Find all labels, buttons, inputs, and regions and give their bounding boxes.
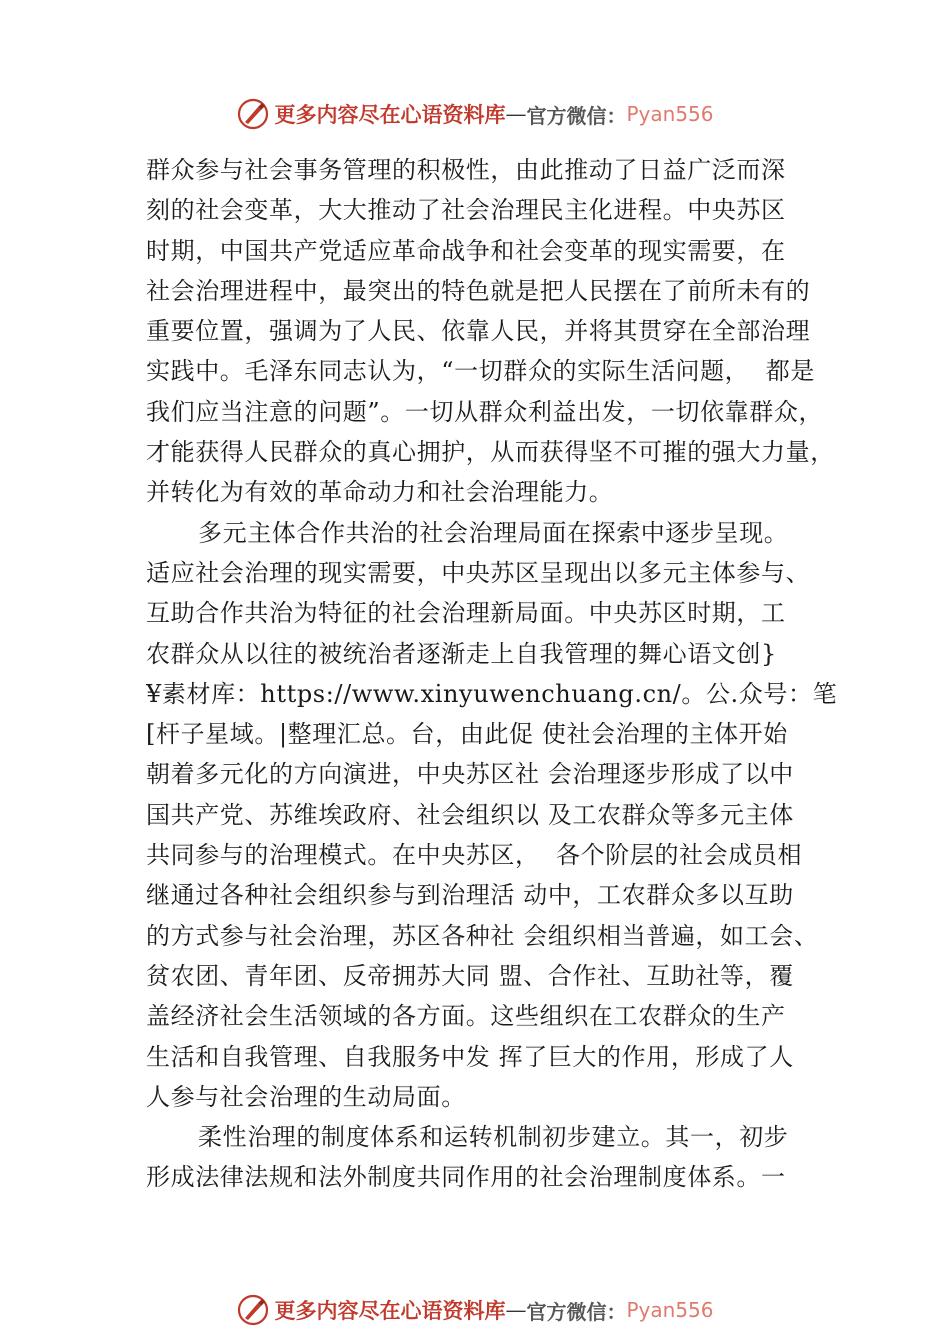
text-line: 重要位置，强调为了人民、依靠人民，并将其贯穿在全部治理 [146,317,811,346]
footer-banner [0,1290,950,1330]
text-line: 国共产党、苏维埃政府、社会组织以 及工农群众等多元主体 [146,800,794,829]
text-line: 形成法律法规和法外制度共同作用的社会治理制度体系。一 [146,1163,786,1192]
text-line: 才能获得人民群众的真心拥护，从而获得坚不可摧的强大力量， [146,438,835,467]
text-line: 实践中。毛泽东同志认为，“一切群众的实际生活问题， 都是 [146,357,815,386]
text-line: 并转化为有效的革命动力和社会治理能力。 [146,478,614,507]
text-line: 适应社会治理的现实需要，中央苏区呈现出以多元主体参与、 [146,558,811,587]
paragraph-start-line: 多元主体合作共治的社会治理局面在探索中逐步呈现。 [198,518,789,547]
text-line: 互助合作共治为特征的社会治理新局面。中央苏区时期，工 [146,599,786,628]
text-line: 朝着多元化的方向演进，中央苏区社 会治理逐步形成了以中 [146,760,794,789]
text-line: 盖经济社会生活领域的各方面。这些组织在工农群众的生产 [146,1002,786,1031]
banner-wechat-label: 官方微信： [526,103,627,128]
text-line: 群众参与社会事务管理的积极性，由此推动了日益广泛而深 [146,156,786,184]
banner-wechat-id: Pyan556 [626,1298,714,1322]
text-line: 人参与社会治理的生动局面。 [146,1082,466,1111]
pen-circle-icon [236,97,270,131]
text-line: 继通过各种社会组织参与到治理活 动中，工农群众多以互助 [146,881,794,910]
text-line: 社会治理进程中，最突出的特色就是把人民摆在了前所未有的 [146,276,811,305]
text-line: ¥素材库：https://www.xinyuwenchuang.cn/。公.众号：笔 [146,679,838,708]
banner-title: 更多内容尽在心语资料库 [274,102,506,127]
banner-title: 更多内容尽在心语资料库 [274,1298,506,1323]
banner-dash: — [505,1298,527,1322]
text-line: 农群众从以往的被统治者逐渐走上自我管理的舞心语文创} [146,639,777,668]
paragraph-start-line: 柔性治理的制度体系和运转机制初步建立。其一，初步 [198,1123,789,1152]
text-line: [杆子星域。|整理汇总。台，由此促 使社会治理的主体开始 [146,720,788,749]
pen-circle-icon [236,1293,270,1327]
text-line: 共同参与的治理模式。在中央苏区， 各个阶层的社会成员相 [146,841,803,870]
header-banner [0,94,950,134]
banner-dash: — [505,102,527,126]
banner-wechat-id: Pyan556 [626,102,714,126]
body-text [146,150,846,1198]
text-line: 生活和自我管理、自我服务中发 挥了巨大的作用，形成了人 [146,1042,794,1071]
text-line: 我们应当注意的问题”。一切从群众利益出发，一切依靠群众， [146,397,824,426]
text-line: 贫农团、青年团、反帝拥苏大同 盟、合作社、互助社等，覆 [146,961,794,990]
banner-wechat-label: 官方微信： [526,1299,627,1324]
text-line: 刻的社会变革，大大推动了社会治理民主化进程。中央苏区 [146,196,786,225]
text-line: 时期，中国共产党适应革命战争和社会变革的现实需要，在 [146,236,786,265]
text-line: 的方式参与社会治理，苏区各种社 会组织相当普遍，如工会、 [146,921,819,950]
